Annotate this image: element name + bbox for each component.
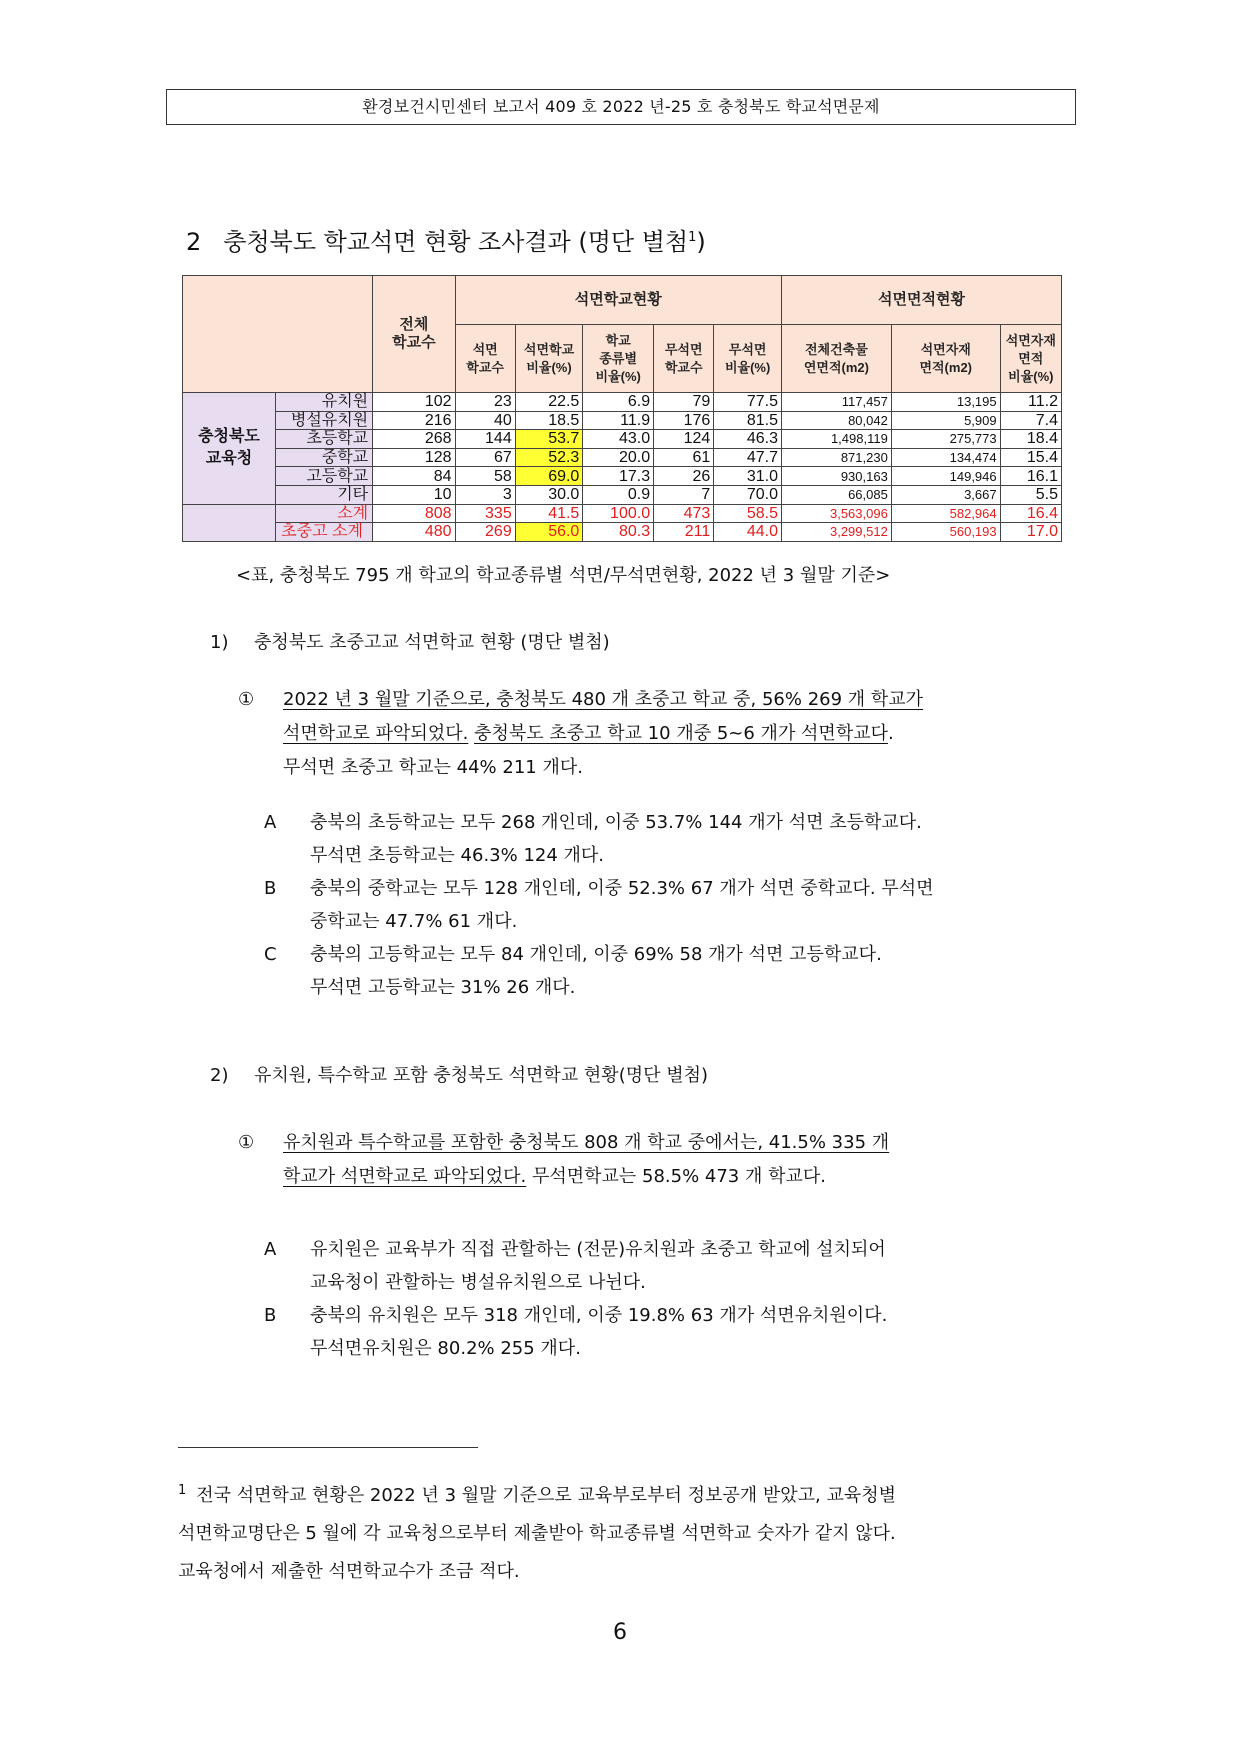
table-cell: 16.4 bbox=[1000, 504, 1061, 523]
table-cell: 41.5 bbox=[515, 504, 583, 523]
table-cell: 16.1 bbox=[1000, 467, 1061, 486]
s1-line-2c: . bbox=[888, 723, 894, 744]
table-cell: 808 bbox=[373, 504, 455, 523]
table-row bbox=[183, 504, 1062, 523]
s2-line-2b: 무석면학교는 58.5% 473 개 학교다. bbox=[526, 1166, 826, 1187]
header-total-schools: 전체 학교수 bbox=[373, 276, 455, 393]
list-marker: A bbox=[264, 812, 277, 833]
column-header: 무석면 학교수 bbox=[654, 325, 714, 393]
table-cell: 275,773 bbox=[891, 430, 1000, 449]
column-header: 전체건축물 연면적(m2) bbox=[781, 325, 891, 393]
row-label: 초중고 소계 bbox=[275, 523, 372, 542]
table-cell: 5.5 bbox=[1000, 485, 1061, 504]
table-cell: 46.3 bbox=[714, 430, 782, 449]
header-asbestos-area-group: 석면면적현황 bbox=[781, 276, 1061, 325]
table-row bbox=[183, 393, 1062, 412]
footnote-divider bbox=[178, 1447, 478, 1448]
table-cell: 17.3 bbox=[583, 467, 654, 486]
column-header: 석면학교 비율(%) bbox=[515, 325, 583, 393]
column-header: 학교 종류별 비율(%) bbox=[583, 325, 654, 393]
s1-line-2a: 석면학교로 파악되었다. bbox=[283, 723, 469, 744]
table-cell: 53.7 bbox=[515, 430, 583, 449]
footnote-line-3: 교육청에서 제출한 석면학교수가 조금 적다. bbox=[178, 1561, 520, 1582]
table-cell: 40 bbox=[455, 411, 515, 430]
table-cell: 56.0 bbox=[515, 523, 583, 542]
row-label: 유치원 bbox=[275, 393, 372, 412]
s2-line-2a: 학교가 석면학교로 파악되었다. bbox=[283, 1166, 527, 1187]
table-cell: 18.4 bbox=[1000, 430, 1061, 449]
table-cell: 211 bbox=[654, 523, 714, 542]
table-cell: 80,042 bbox=[781, 411, 891, 430]
s1-line-2 bbox=[283, 717, 894, 751]
row-label: 기타 bbox=[275, 485, 372, 504]
header-asbestos-schools-group: 석면학교현황 bbox=[455, 276, 781, 325]
table-cell: 23 bbox=[455, 393, 515, 412]
table-cell: 18.5 bbox=[515, 411, 583, 430]
list-marker: B bbox=[264, 878, 277, 899]
table-cell: 80.3 bbox=[583, 523, 654, 542]
section-title bbox=[186, 222, 706, 257]
table-cell: 1,498,119 bbox=[781, 430, 891, 449]
s1-line-2b: 충청북도 초중고 학교 10 개중 5~6 개가 석면학교다 bbox=[474, 723, 888, 744]
table-cell: 52.3 bbox=[515, 448, 583, 467]
org-cell: 충청북도 교육청 bbox=[183, 393, 276, 505]
page-number: 6 bbox=[613, 1620, 627, 1645]
column-header: 석면자재 면적 비율(%) bbox=[1000, 325, 1061, 393]
list-item-line-2: 무석면유치원은 80.2% 255 개다. bbox=[310, 1338, 581, 1359]
table-cell: 473 bbox=[654, 504, 714, 523]
table-cell: 69.0 bbox=[515, 467, 583, 486]
table-cell: 81.5 bbox=[714, 411, 782, 430]
table-cell: 20.0 bbox=[583, 448, 654, 467]
report-header: 환경보건시민센터 보고서 409 호 2022 년-25 호 충청북도 학교석면문제 bbox=[166, 89, 1076, 125]
table-cell: 7.4 bbox=[1000, 411, 1061, 430]
section-title-text: 충청북도 학교석면 현황 조사결과 (명단 별첨 bbox=[223, 228, 689, 256]
list-item-line-2: 무석면 고등학교는 31% 26 개다. bbox=[310, 977, 576, 998]
table-cell: 3,299,512 bbox=[781, 523, 891, 542]
footnote-line-1-text: 전국 석면학교 현황은 2022 년 3 월말 기준으로 교육부로부터 정보공개 받았고, 교육청별 bbox=[196, 1485, 897, 1506]
list-marker: A bbox=[264, 1239, 277, 1260]
table-cell: 216 bbox=[373, 411, 455, 430]
footnote-line-1 bbox=[178, 1472, 1078, 1515]
table-cell: 149,946 bbox=[891, 467, 1000, 486]
list-item-line-2: 무석면 초등학교는 46.3% 124 개다. bbox=[310, 845, 605, 866]
row-label: 초등학교 bbox=[275, 430, 372, 449]
table-cell: 10 bbox=[373, 485, 455, 504]
list-marker: C bbox=[264, 944, 277, 965]
list-item-line-1: 충북의 중학교는 모두 128 개인데, 이중 52.3% 67 개가 석면 중학교다. 무석면 bbox=[310, 878, 934, 899]
s2-line-1: 유치원과 특수학교를 포함한 충청북도 808 개 학교 중에서는, 41.5% 335 개 bbox=[283, 1132, 890, 1153]
table-row bbox=[183, 411, 1062, 430]
table-cell: 3,667 bbox=[891, 485, 1000, 504]
asbestos-status-table bbox=[182, 275, 1062, 555]
footnote-line-2: 석면학교명단은 5 월에 각 교육청으로부터 제출받아 학교종류별 석면학교 숫자가 같지 않다. bbox=[178, 1523, 896, 1544]
table-cell: 6.9 bbox=[583, 393, 654, 412]
row-label: 고등학교 bbox=[275, 467, 372, 486]
table-cell: 480 bbox=[373, 523, 455, 542]
table-cell: 124 bbox=[654, 430, 714, 449]
table-cell: 560,193 bbox=[891, 523, 1000, 542]
table-cell: 26 bbox=[654, 467, 714, 486]
footnote-mark: 1 bbox=[178, 1483, 187, 1498]
table-cell: 11.9 bbox=[583, 411, 654, 430]
org-cell-blank bbox=[183, 504, 276, 541]
table-cell: 15.4 bbox=[1000, 448, 1061, 467]
table-cell: 13,195 bbox=[891, 393, 1000, 412]
table-cell: 144 bbox=[455, 430, 515, 449]
table-corner-cell bbox=[183, 276, 373, 393]
list-marker: B bbox=[264, 1305, 277, 1326]
s2-line-2 bbox=[283, 1160, 826, 1194]
table-cell: 79 bbox=[654, 393, 714, 412]
row-label: 병설유치원 bbox=[275, 411, 372, 430]
footnote-ref: 1 bbox=[688, 230, 697, 245]
table-cell: 134,474 bbox=[891, 448, 1000, 467]
table-cell: 47.7 bbox=[714, 448, 782, 467]
table-cell: 128 bbox=[373, 448, 455, 467]
table-row bbox=[183, 448, 1062, 467]
table-row bbox=[183, 523, 1062, 542]
table-cell: 582,964 bbox=[891, 504, 1000, 523]
table-cell: 7 bbox=[654, 485, 714, 504]
subsection-2-title: 유치원, 특수학교 포함 충청북도 석면학교 현황(명단 별첨) bbox=[254, 1065, 709, 1086]
circle-marker: ① bbox=[238, 689, 255, 710]
table-cell: 58 bbox=[455, 467, 515, 486]
table-cell: 77.5 bbox=[714, 393, 782, 412]
table-cell: 66,085 bbox=[781, 485, 891, 504]
table-cell: 102 bbox=[373, 393, 455, 412]
table-cell: 268 bbox=[373, 430, 455, 449]
table-row bbox=[183, 467, 1062, 486]
table-cell: 871,230 bbox=[781, 448, 891, 467]
table-cell: 3,563,096 bbox=[781, 504, 891, 523]
table-cell: 100.0 bbox=[583, 504, 654, 523]
subsection-1-title: 충청북도 초중고교 석면학교 현황 (명단 별첨) bbox=[254, 632, 610, 653]
section-title-close: ) bbox=[696, 228, 706, 256]
list-item-line-2: 교육청이 관할하는 병설유치원으로 나뉜다. bbox=[310, 1272, 646, 1293]
circle-marker: ① bbox=[238, 1132, 255, 1153]
section-number: 2 bbox=[186, 228, 202, 256]
table-caption: <표, 충청북도 795 개 학교의 학교종류별 석면/무석면현황, 2022 년 3 월말 기준> bbox=[236, 565, 891, 586]
list-item-line-1: 유치원은 교육부가 직접 관할하는 (전문)유치원과 초중고 학교에 설치되어 bbox=[310, 1239, 886, 1260]
list-item-line-1: 충북의 고등학교는 모두 84 개인데, 이중 69% 58 개가 석면 고등학교다. bbox=[310, 944, 882, 965]
s1-line-1: 2022 년 3 월말 기준으로, 충청북도 480 개 초중고 학교 중, 56% 269 개 학교가 bbox=[283, 689, 924, 710]
table-cell: 31.0 bbox=[714, 467, 782, 486]
subsection-1-number: 1) bbox=[210, 632, 229, 653]
table-cell: 3 bbox=[455, 485, 515, 504]
table-cell: 67 bbox=[455, 448, 515, 467]
list-item-line-1: 충북의 초등학교는 모두 268 개인데, 이중 53.7% 144 개가 석면 초등학교다. bbox=[310, 812, 922, 833]
table-cell: 43.0 bbox=[583, 430, 654, 449]
footnote bbox=[178, 1472, 1078, 1591]
table-cell: 335 bbox=[455, 504, 515, 523]
column-header: 석면자재 면적(m2) bbox=[891, 325, 1000, 393]
table-cell: 5,909 bbox=[891, 411, 1000, 430]
list-item-line-2: 중학교는 47.7% 61 개다. bbox=[310, 911, 518, 932]
table-cell: 22.5 bbox=[515, 393, 583, 412]
list-item-line-1: 충북의 유치원은 모두 318 개인데, 이중 19.8% 63 개가 석면유치원이다. bbox=[310, 1305, 888, 1326]
table-row bbox=[183, 485, 1062, 504]
table-cell: 30.0 bbox=[515, 485, 583, 504]
table-cell: 176 bbox=[654, 411, 714, 430]
table-cell: 61 bbox=[654, 448, 714, 467]
column-header: 석면 학교수 bbox=[455, 325, 515, 393]
table-cell: 84 bbox=[373, 467, 455, 486]
table-cell: 44.0 bbox=[714, 523, 782, 542]
table-cell: 17.0 bbox=[1000, 523, 1061, 542]
table-row bbox=[183, 430, 1062, 449]
row-label: 소계 bbox=[275, 504, 372, 523]
table-cell: 70.0 bbox=[714, 485, 782, 504]
subsection-2-number: 2) bbox=[210, 1065, 229, 1086]
column-header: 무석면 비율(%) bbox=[714, 325, 782, 393]
s1-line-3: 무석면 초중고 학교는 44% 211 개다. bbox=[283, 757, 583, 778]
table-cell: 930,163 bbox=[781, 467, 891, 486]
table-cell: 58.5 bbox=[714, 504, 782, 523]
table-cell: 269 bbox=[455, 523, 515, 542]
row-label: 중학교 bbox=[275, 448, 372, 467]
table-cell: 117,457 bbox=[781, 393, 891, 412]
table-cell: 0.9 bbox=[583, 485, 654, 504]
table-cell: 11.2 bbox=[1000, 393, 1061, 412]
